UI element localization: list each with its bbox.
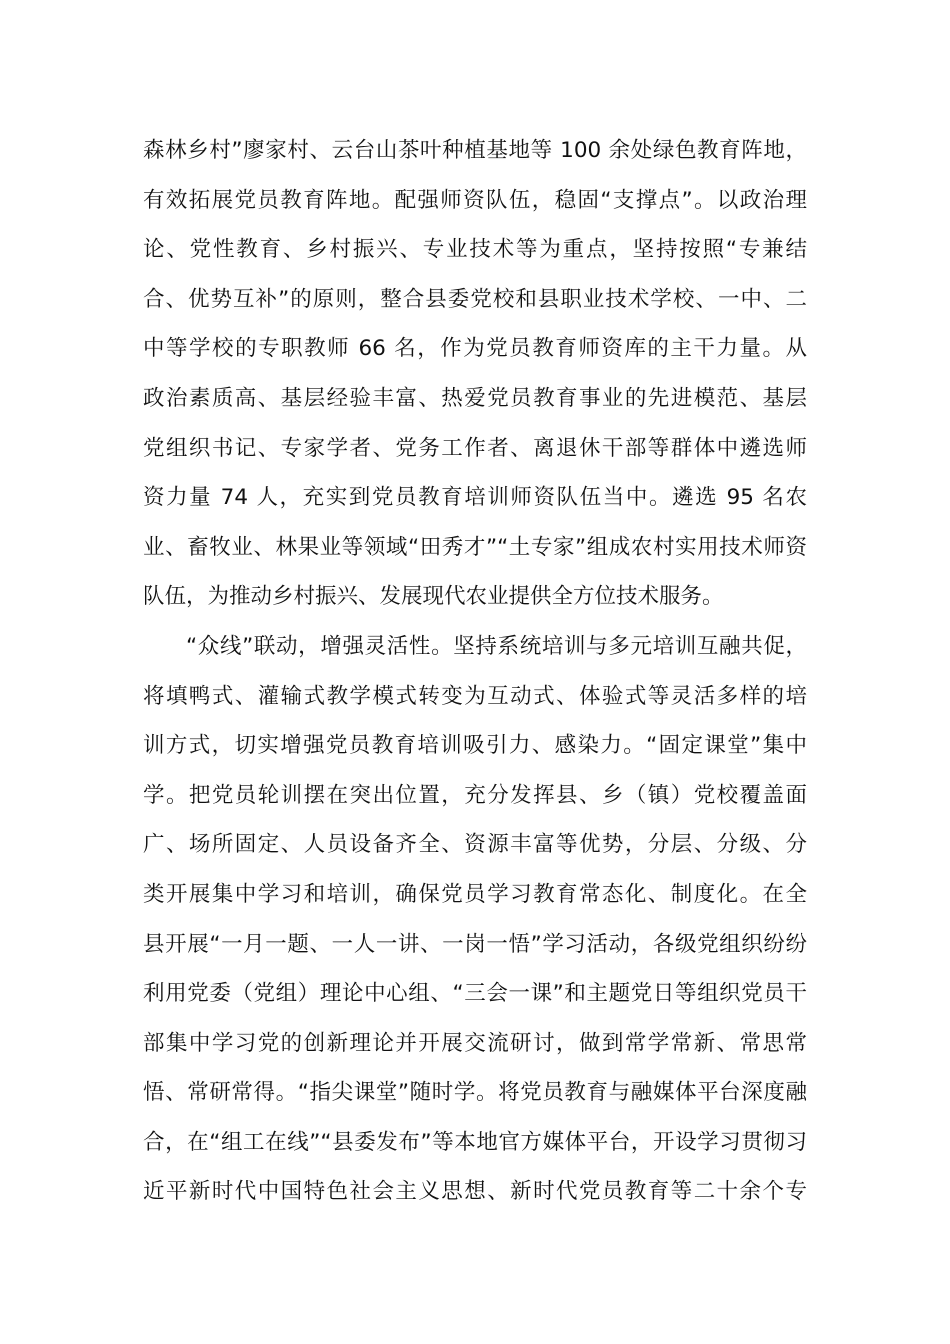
text-line: 队伍，为推动乡村振兴、发展现代农业提供全方位技术服务。 (143, 584, 724, 610)
text-line: 学。把党员轮训摆在突出位置，充分发挥县、乡（镇）党校覆盖面 (143, 782, 807, 808)
text-line: 森林乡村”廖家村、云台山茶叶种植基地等 100 余处绿色教育阵地， (143, 138, 807, 163)
text-line: 合，在“组工在线”“县委发布”等本地官方媒体平台，开设学习贯彻习 (143, 1129, 807, 1155)
text-line: 有效拓展党员教育阵地。配强师资队伍，稳固“支撑点”。以政治理 (143, 187, 807, 213)
text-line: 将填鸭式、灌输式教学模式转变为互动式、体验式等灵活多样的培 (143, 683, 807, 709)
text-line: 近平新时代中国特色社会主义思想、新时代党员教育等二十余个专 (143, 1179, 807, 1205)
text-line: 类开展集中学习和培训，确保党员学习教育常态化、制度化。在全 (143, 881, 807, 907)
text-line: 悟、常研常得。“指尖课堂”随时学。将党员教育与融媒体平台深度融 (143, 1080, 807, 1106)
text-line: 合、优势互补”的原则，整合县委党校和县职业技术学校、一中、二 (143, 286, 807, 312)
text-line: 政治素质高、基层经验丰富、热爱党员教育事业的先进模范、基层 (143, 385, 807, 411)
body-text (143, 126, 807, 1217)
text-line: 资力量 74 人，充实到党员教育培训师资队伍当中。遴选 95 名农 (143, 485, 807, 511)
text-line: 业、畜牧业、林果业等领域“田秀才”“土专家”组成农村实用技术师资 (143, 534, 807, 560)
text-line: 党组织书记、专家学者、党务工作者、离退休干部等群体中遴选师 (143, 435, 807, 461)
text-line: 中等学校的专职教师 66 名，作为党员教育师资库的主干力量。从 (143, 336, 807, 362)
paragraph-first-line: “众线”联动，增强灵活性。坚持系统培训与多元培训互融共促， (186, 633, 807, 659)
text-line: 部集中学习党的创新理论并开展交流研讨，做到常学常新、常思常 (143, 1030, 807, 1056)
text-line: 县开展“一月一题、一人一讲、一岗一悟”学习活动，各级党组织纷纷 (143, 931, 807, 957)
text-line: 广、场所固定、人员设备齐全、资源丰富等优势，分层、分级、分 (143, 832, 807, 858)
text-line: 利用党委（党组）理论中心组、“三会一课”和主题党日等组织党员干 (143, 981, 807, 1007)
text-line: 论、党性教育、乡村振兴、专业技术等为重点，坚持按照“专兼结 (143, 237, 807, 263)
text-line: 训方式，切实增强党员教育培训吸引力、感染力。“固定课堂”集中 (143, 733, 807, 759)
